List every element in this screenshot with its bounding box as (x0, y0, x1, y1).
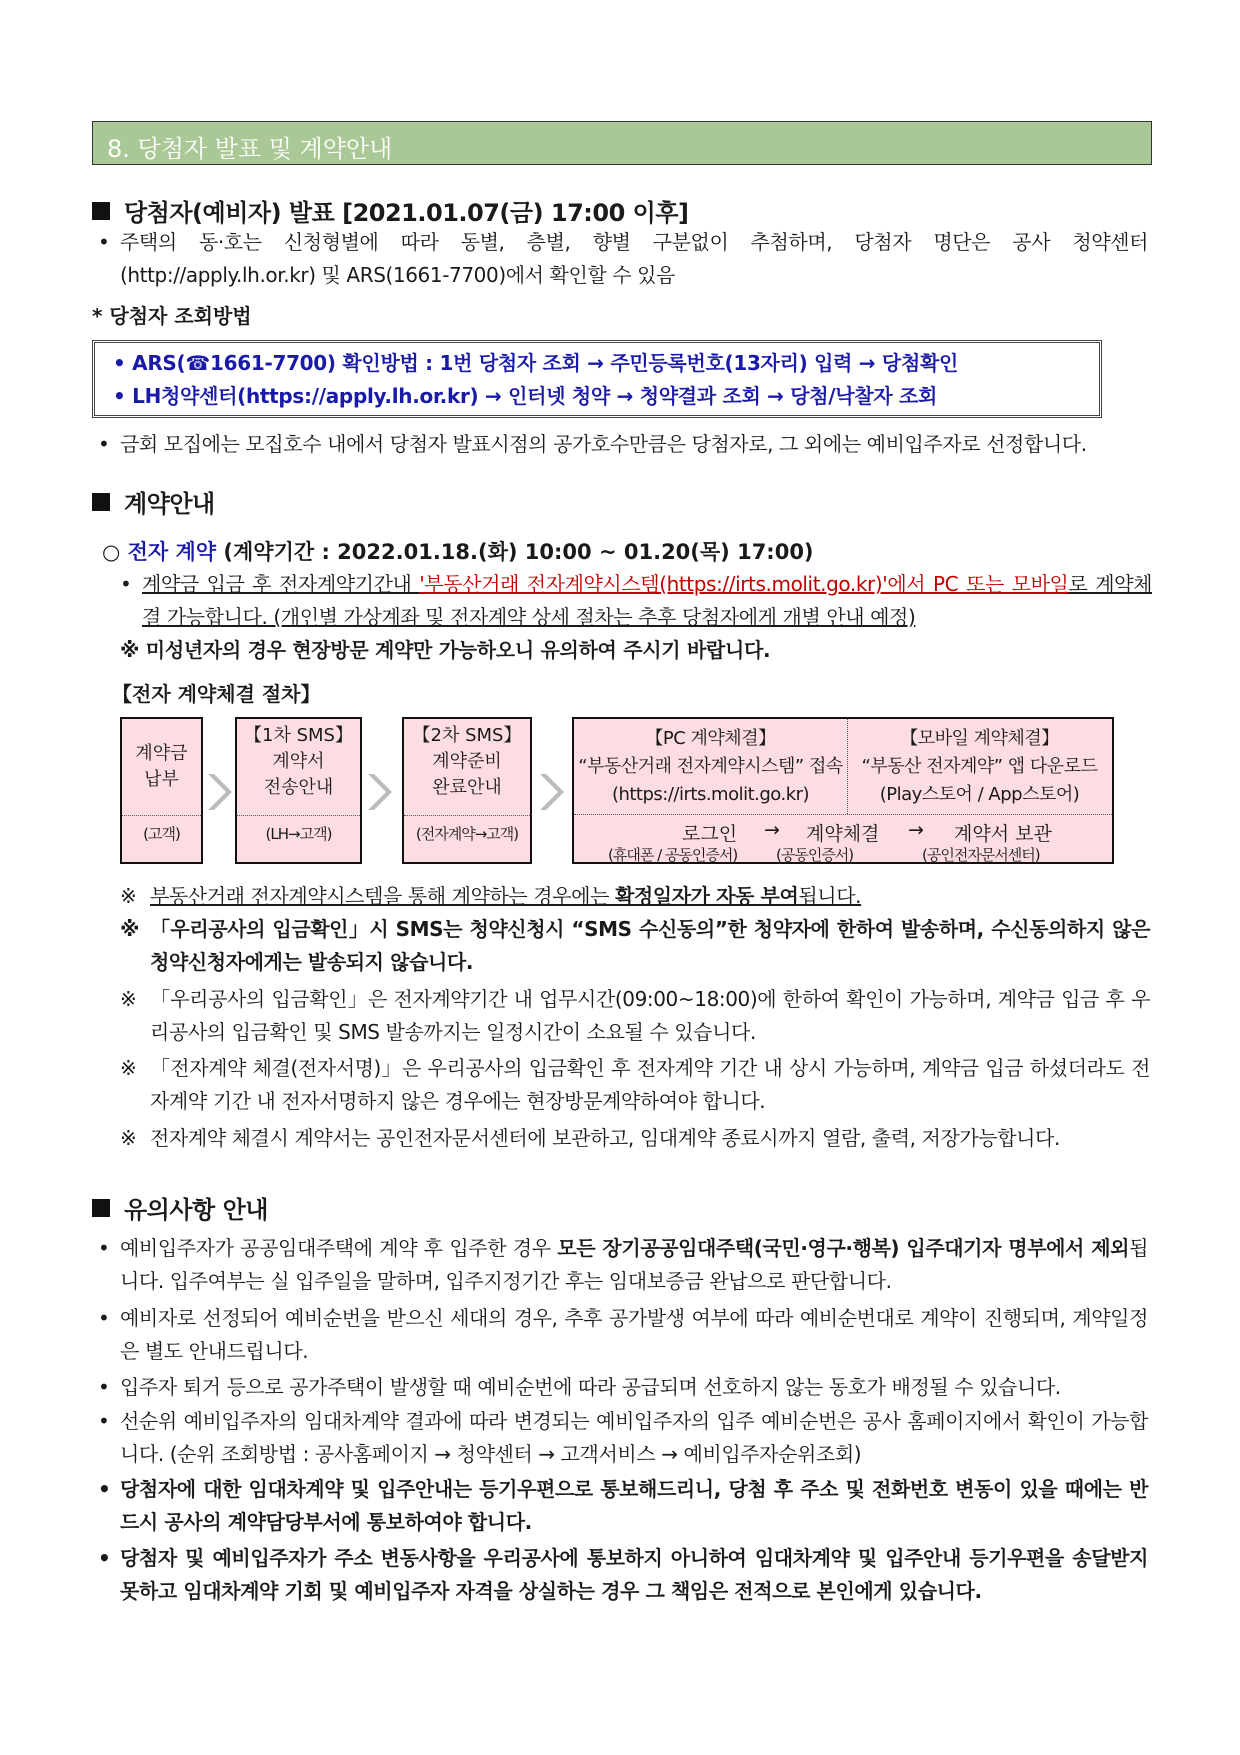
e-contract-heading (102, 536, 814, 566)
arrow-right-icon: → (764, 819, 780, 841)
step-store: 계약서 보관 (954, 823, 1052, 845)
procedure-title: 【전자 계약체결 절차】 (112, 682, 321, 706)
contract-note-4 (120, 1052, 1150, 1118)
note-mark: ※ (120, 1056, 137, 1080)
chevron-right-icon (206, 772, 232, 812)
mobile-contract-head: 【모바일 계약체결】 (900, 728, 1059, 749)
note-mark: ※ (120, 1126, 137, 1150)
flow-step-sms1-l2: 계약서 (272, 751, 325, 772)
flow-step-payment-l1: 계약금 (135, 743, 188, 764)
caution-heading (92, 1190, 268, 1225)
e-contract-bullet (120, 568, 1152, 634)
flow-step-sms2 (402, 717, 532, 864)
mobile-contract-line3: (Play스토어 / App스토어) (879, 784, 1080, 805)
note-1-pre: 부동산거래 전자계약시스템을 통해 계약하는 경우에는 (150, 884, 615, 908)
announce-bullet-2-text: 금회 모집에는 모집호수 내에서 당첨자 발표시점의 공가호수만큼은 당첨자로, 그 외에는 예비입주자로 선정합니다. (120, 432, 1087, 456)
e-contract-title: 전자 계약 (127, 540, 217, 564)
e-contract-link-text: '부동산거래 전자계약시스템(https://irts.molit.go.kr)'에서 PC 또는 모바일 (419, 572, 1069, 596)
mobile-contract-line2: “부동산 전자계약” 앱 다운로드 (861, 756, 1098, 777)
pc-contract-line3: (https://irts.molit.go.kr) (611, 784, 810, 805)
caution-bullet-6 (98, 1542, 1148, 1608)
bullet-dot-icon: • (98, 1477, 111, 1501)
step-login: 로그인 (682, 823, 738, 845)
contract-note-5 (120, 1122, 1150, 1155)
e-contract-bullet-text (120, 568, 1152, 634)
lookup-lh-line: • LH청약센터(https://apply.lh.or.kr) → 인터넷 청약 → 청약결과 조회 → 당첨/낙찰자 조회 (113, 384, 938, 408)
contract-note-5-text: 전자계약 체결시 계약서는 공인전자문서센터에 보관하고, 임대계약 종료시까지 열람, 출력, 저장가능합니다. (150, 1126, 1060, 1150)
flow-step-sms2-l3: 완료안내 (432, 777, 502, 798)
bullet-dot-icon: • (98, 1236, 110, 1260)
lookup-method-heading: * 당첨자 조회방법 (92, 304, 252, 328)
contract-note-1 (120, 880, 1150, 913)
bullet-dot-icon: • (98, 432, 110, 456)
announce-heading (92, 193, 688, 228)
circle-bullet-icon: ○ (102, 540, 121, 564)
flow-step-sms2-l2: 계약준비 (432, 751, 502, 772)
caution-bullet-6-text: 당첨자 및 예비입주자가 주소 변동사항을 우리공사에 통보하지 아니하여 임대차계약 및 입주안내 등기우편을 송달받지 못하고 임대차계약 기회 및 예비입주자 자격을 상실하는 경우 그 책임은 전적으로 본인에게 있습니다. (120, 1546, 1148, 1603)
contract-note-4-text: 「전자계약 체결(전자서명)」은 우리공사의 입금확인 후 전자계약 기간 내 상시 가능하며, 계약금 입금 하셨더라도 전자계약 기간 내 전자서명하지 않은 경우에는 현장방문계약하여야 합니다. (150, 1056, 1150, 1113)
bullet-dot-icon: • (98, 1375, 110, 1399)
contract-note-3-text: 「우리공사의 입금확인」은 전자계약기간 내 업무시간(09:00~18:00)에 한하여 확인이 가능하며, 계약금 입금 후 우리공사의 입금확인 및 SMS 발송까지는 일정시간이 소요될 수 있습니다. (150, 987, 1150, 1044)
minor-notice: ※ 미성년자의 경우 현장방문 계약만 가능하오니 유의하여 주시기 바랍니다. (120, 638, 771, 662)
caution-bullet-1-text (98, 1232, 1148, 1298)
flow-step-payment-l2: 납부 (144, 769, 179, 790)
bullet-dot-icon: • (98, 1306, 110, 1330)
flow-step-payment (120, 717, 203, 864)
step-sign-note: (공동인증서) (776, 846, 854, 864)
contract-note-2 (120, 913, 1150, 979)
square-bullet-icon (92, 1199, 110, 1217)
flow-step-sms1 (235, 717, 362, 864)
flow-step-sms1-l3: 전송안내 (263, 777, 334, 798)
contract-note-2-text: 「우리공사의 입금확인」시 SMS는 청약신청시 “SMS 수신동의”한 청약자에 한하여 발송하며, 수신동의하지 않은 청약신청자에게는 발송되지 않습니다. (150, 917, 1150, 974)
caution-bullet-5-text: 당첨자에 대한 임대차계약 및 입주안내는 등기우편으로 통보해드리니, 당첨 후 주소 및 전화번호 변동이 있을 때에는 반드시 공사의 계약담당부서에 통보하여야 합니다. (120, 1477, 1148, 1534)
pc-contract-column (574, 725, 847, 809)
step-login-note: (휴대폰 / 공동인증서) (608, 846, 738, 864)
flow-step-sms2-l1: 【2차 SMS】 (412, 725, 522, 746)
note-mark: ※ (120, 917, 140, 941)
flow-step-sms1-l1: 【1차 SMS】 (244, 725, 353, 746)
step-store-note: (공인전자문서센터) (922, 846, 1040, 864)
e-contract-text-pre: 계약금 입금 후 전자계약기간내 (142, 572, 420, 596)
chevron-right-icon (366, 772, 392, 812)
caution-heading-text: 유의사항 안내 (124, 1196, 268, 1224)
note-1-post: 됩니다. (798, 884, 862, 908)
caution-bullet-4-text: 선순위 예비입주자의 임대차계약 결과에 따라 변경되는 예비입주자의 입주 예비순번은 공사 홈페이지에서 확인이 가능합니다. (순위 조회방법 : 공사홈페이지 → 청약센터 → 고객서비스 → 예비입주자순위조회) (120, 1409, 1148, 1466)
caution-1-pre: 예비입주자가 공공임대주택에 계약 후 입주한 경우 (120, 1236, 558, 1260)
square-bullet-icon (92, 202, 110, 220)
note-1-bold: 확정일자가 자동 부여 (614, 884, 799, 908)
arrow-right-icon: → (908, 819, 924, 841)
chevron-right-icon (538, 772, 564, 812)
contract-note-3 (120, 983, 1150, 1049)
announce-bullet-1 (98, 226, 1148, 292)
caution-bullet-5 (98, 1473, 1148, 1539)
square-bullet-icon (92, 493, 110, 511)
caution-bullet-2 (98, 1302, 1148, 1368)
note-mark: ※ (120, 987, 137, 1011)
announce-bullet-1-text: 주택의 동·호는 신청형별에 따라 동별, 층별, 향별 구분없이 추첨하며, 당첨자 명단은 공사 청약센터(http://apply.lh.or.kr) 및 ARS(1661-7700)에서 확인할 수 있음 (120, 230, 1148, 287)
bullet-dot-icon: • (120, 572, 132, 596)
flow-step-sms1-actor: (LH→고객) (265, 825, 332, 843)
bullet-dot-icon: • (98, 1546, 111, 1570)
caution-1-bold: 모든 장기공공임대주택(국민·영구·행복) 입주대기자 명부에서 제외 (557, 1236, 1130, 1260)
caution-1-post: 됩니다. 입주여부는 실 입주일을 말하며, 입주지정기간 후는 임대보증금 완납으로 판단합니다. (120, 1236, 1148, 1293)
section-banner: 8. 당첨자 발표 및 계약안내 (92, 121, 1152, 165)
contract-heading (92, 484, 215, 519)
bullet-dot-icon: • (98, 230, 110, 254)
pc-contract-line2: “부동산거래 전자계약시스템” 접속 (578, 756, 843, 777)
caution-bullet-1 (98, 1232, 1148, 1298)
caution-bullet-4 (98, 1405, 1148, 1471)
contract-heading-text: 계약안내 (124, 490, 215, 518)
caution-bullet-2-text: 예비자로 선정되어 예비순번을 받으신 세대의 경우, 추후 공가발생 여부에 따라 예비순번대로 계약이 진행되며, 계약일정은 별도 안내드립니다. (120, 1306, 1148, 1363)
announce-heading-text: 당첨자(예비자) 발표 [2021.01.07(금) 17:00 이후] (124, 199, 689, 227)
e-contract-text-post: 로 계약체결 가능합니다. (개인별 가상계좌 및 전자계약 상세 절차는 추후 당첨자에게 개별 안내 예정) (142, 572, 1152, 629)
step-sign: 계약체결 (806, 823, 880, 845)
e-contract-period: (계약기간 : 2022.01.18.(화) 10:00 ~ 01.20(목) 17:00) (223, 540, 814, 564)
note-mark: ※ (120, 884, 137, 908)
lookup-method-box (92, 340, 1102, 418)
caution-bullet-3-text: 입주자 퇴거 등으로 공가주택이 발생할 때 예비순번에 따라 공급되며 선호하지 않는 동호가 배정될 수 있습니다. (120, 1375, 1061, 1399)
pc-contract-head: 【PC 계약체결】 (645, 728, 776, 749)
mobile-contract-column (847, 725, 1112, 809)
flow-step-payment-actor: (고객) (143, 825, 180, 843)
caution-bullet-3 (98, 1371, 1148, 1404)
announce-bullet-2 (98, 428, 1148, 461)
lookup-ars-line: • ARS(☎1661-7700) 확인방법 : 1번 당첨자 조회 → 주민등록번호(13자리) 입력 → 당첨확인 (113, 351, 959, 375)
flow-step-sign (572, 717, 1114, 864)
contract-note-1-text (120, 880, 1150, 913)
flow-step-sms2-actor: (전자계약→고객) (415, 825, 519, 843)
bullet-dot-icon: • (98, 1409, 110, 1433)
